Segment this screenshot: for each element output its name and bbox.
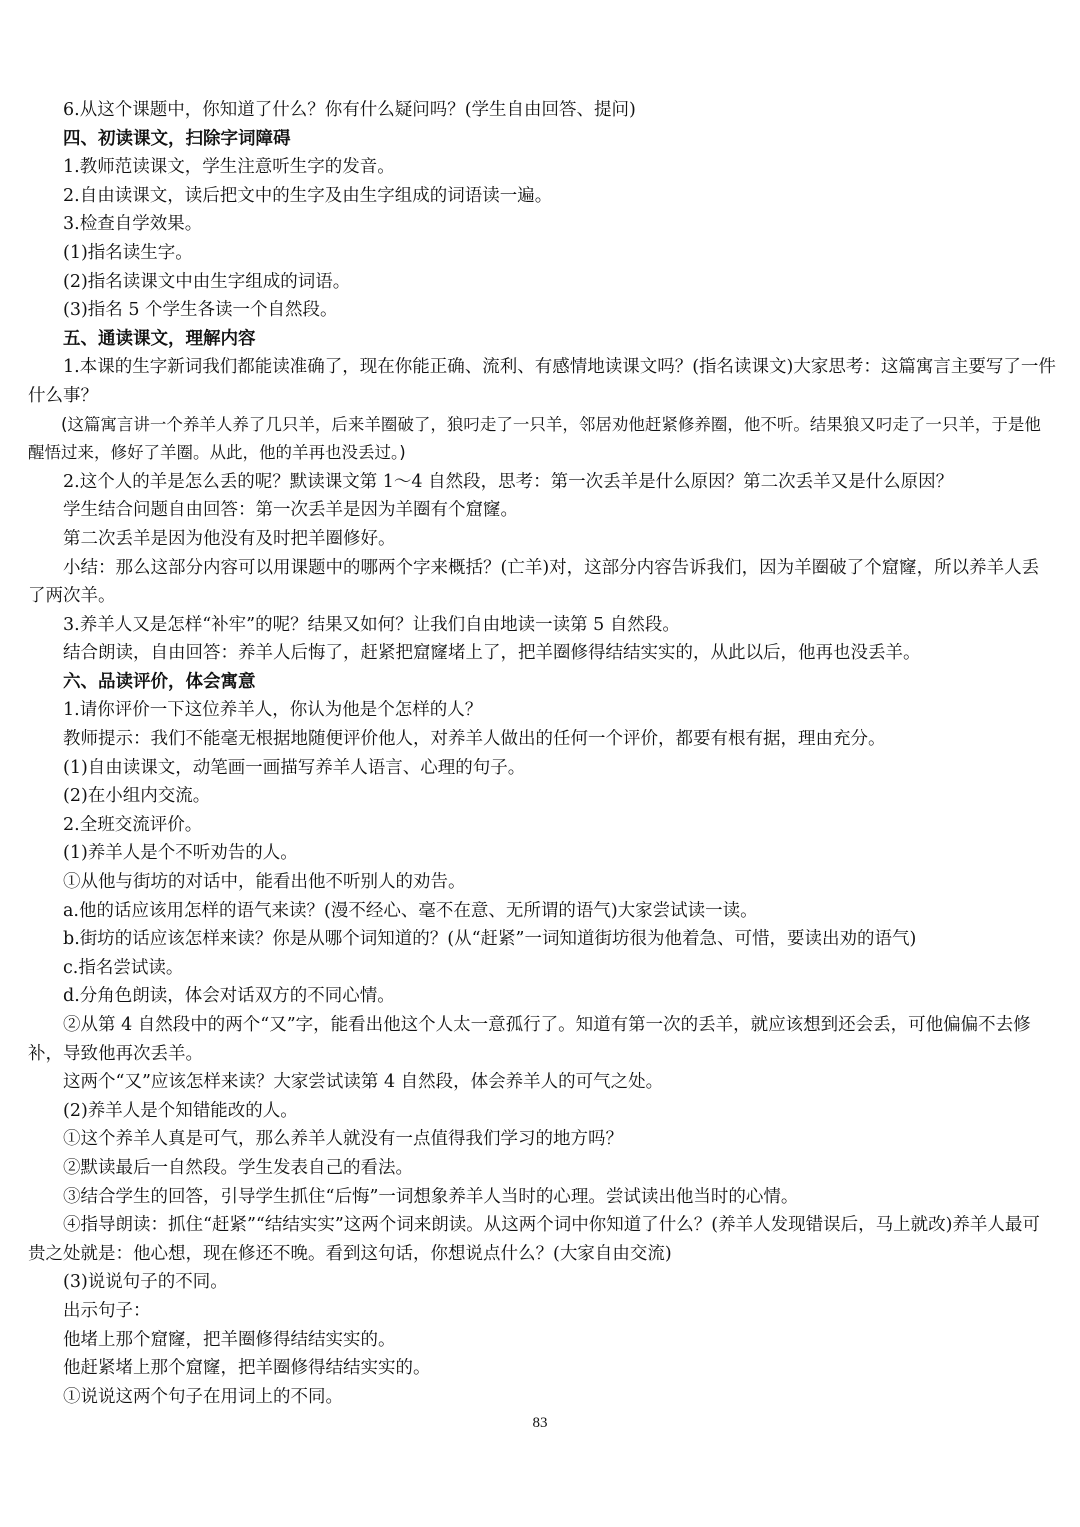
paragraph: c.指名尝试读。	[63, 957, 184, 978]
paragraph: (3)说说句子的不同。	[63, 1272, 228, 1293]
paragraph: (这篇寓言讲一个养羊人养了几只羊，后来羊圈破了，狼叼走了一只羊，邻居劝他赶紧修养圈，他不听。结果狼又叼走了一只羊，于是他醒悟过来，修好了羊圈。从此，他的羊再也没丢过。)	[28, 414, 1041, 463]
paragraph: ①说说这两个句子在用词上的不同。	[63, 1386, 343, 1407]
paragraph: ①从他与街坊的对话中，能看出他不听别人的劝告。	[63, 872, 466, 893]
section-heading: 四、初读课文，扫除字词障碍	[63, 128, 291, 149]
paragraph: (1)指名读生字。	[63, 242, 193, 263]
paragraph: a.他的话应该用怎样的语气来读？(漫不经心、毫不在意、无所谓的语气)大家尝试读一读。	[63, 900, 758, 921]
section-heading: 五、通读课文，理解内容	[63, 328, 256, 349]
paragraph: 教师提示：我们不能毫无根据地随便评价他人，对养羊人做出的任何一个评价，都要有根有据，理由充分。	[63, 729, 886, 750]
paragraph: b.街坊的话应该怎样来读？你是从哪个词知道的？(从“赶紧”一词知道街坊很为他着急、可惜，要读出劝的语气)	[63, 929, 917, 950]
paragraph: 6.从这个课题中，你知道了什么？你有什么疑问吗？(学生自由回答、提问)	[63, 100, 636, 120]
paragraph: (1)养羊人是个不听劝告的人。	[63, 843, 298, 864]
paragraph: (2)指名读课文中由生字组成的词语。	[63, 271, 351, 292]
paragraph: (2)养羊人是个知错能改的人。	[63, 1100, 298, 1121]
paragraph: 2.自由读课文，读后把文中的生字及由生字组成的词语读一遍。	[63, 185, 553, 206]
paragraph: 1.教师范读课文，学生注意听生字的发音。	[63, 157, 395, 178]
document-body	[28, 96, 1056, 1411]
page-number: 83	[532, 1415, 548, 1431]
paragraph: 结合朗读，自由回答：养羊人后悔了，赶紧把窟窿堵上了，把羊圈修得结结实实的，从此以后，他再也没丢羊。	[63, 643, 921, 664]
paragraph: ④指导朗读：抓住“赶紧”“结结实实”这两个词来朗读。从这两个词中你知道了什么？(养羊人发现错误后，马上就改)养羊人最可贵之处就是：他心想，现在修还不晚。看到这句话，你想说点什么？(大家自由交流)	[28, 1215, 1040, 1264]
paragraph: 1.本课的生字新词我们都能读准确了，现在你能正确、流利、有感情地读课文吗？(指名读课文)大家思考：这篇寓言主要写了一件什么事？	[28, 357, 1056, 406]
paragraph: ②默读最后一自然段。学生发表自己的看法。	[63, 1157, 413, 1178]
paragraph: ①这个养羊人真是可气，那么养羊人就没有一点值得我们学习的地方吗？	[63, 1129, 623, 1150]
paragraph: 第二次丢羊是因为他没有及时把羊圈修好。	[63, 528, 396, 549]
paragraph: (1)自由读课文，动笔画一画描写养羊人语言、心理的句子。	[63, 757, 526, 778]
paragraph: ③结合学生的回答，引导学生抓住“后悔”一词想象养羊人当时的心理。尝试读出他当时的心情。	[63, 1186, 799, 1207]
paragraph: 这两个“又”应该怎样来读？大家尝试读第 4 自然段，体会养羊人的可气之处。	[63, 1072, 664, 1093]
section-heading: 六、品读评价，体会寓意	[63, 671, 256, 692]
paragraph: 2.这个人的羊是怎么丢的呢？默读课文第 1～4 自然段，思考：第一次丢羊是什么原因？第二次丢羊又是什么原因？	[63, 471, 954, 492]
paragraph: 3.检查自学效果。	[63, 214, 203, 235]
paragraph: 他赶紧堵上那个窟窿，把羊圈修得结结实实的。	[63, 1358, 431, 1379]
paragraph: (3)指名 5 个学生各读一个自然段。	[63, 300, 338, 321]
paragraph: 学生结合问题自由回答：第一次丢羊是因为羊圈有个窟窿。	[63, 500, 518, 521]
paragraph: d.分角色朗读，体会对话双方的不同心情。	[63, 986, 395, 1007]
paragraph: 小结：那么这部分内容可以用课题中的哪两个字来概括？(亡羊)对，这部分内容告诉我们，因为羊圈破了个窟窿，所以养羊人丢了两次羊。	[28, 557, 1040, 607]
paragraph: 他堵上那个窟窿，把羊圈修得结结实实的。	[63, 1329, 396, 1350]
paragraph: 1.请你评价一下这位养羊人，你认为他是个怎样的人？	[63, 700, 483, 721]
paragraph: 3.养羊人又是怎样“补牢”的呢？结果又如何？让我们自由地读一读第 5 自然段。	[63, 614, 680, 635]
paragraph: ②从第 4 自然段中的两个“又”字，能看出他这个人太一意孤行了。知道有第一次的丢羊，就应该想到还会丢，可他偏偏不去修补，导致他再次丢羊。	[28, 1015, 1031, 1064]
paragraph: (2)在小组内交流。	[63, 786, 211, 807]
paragraph: 2.全班交流评价。	[63, 814, 203, 835]
paragraph: 出示句子：	[63, 1300, 151, 1321]
